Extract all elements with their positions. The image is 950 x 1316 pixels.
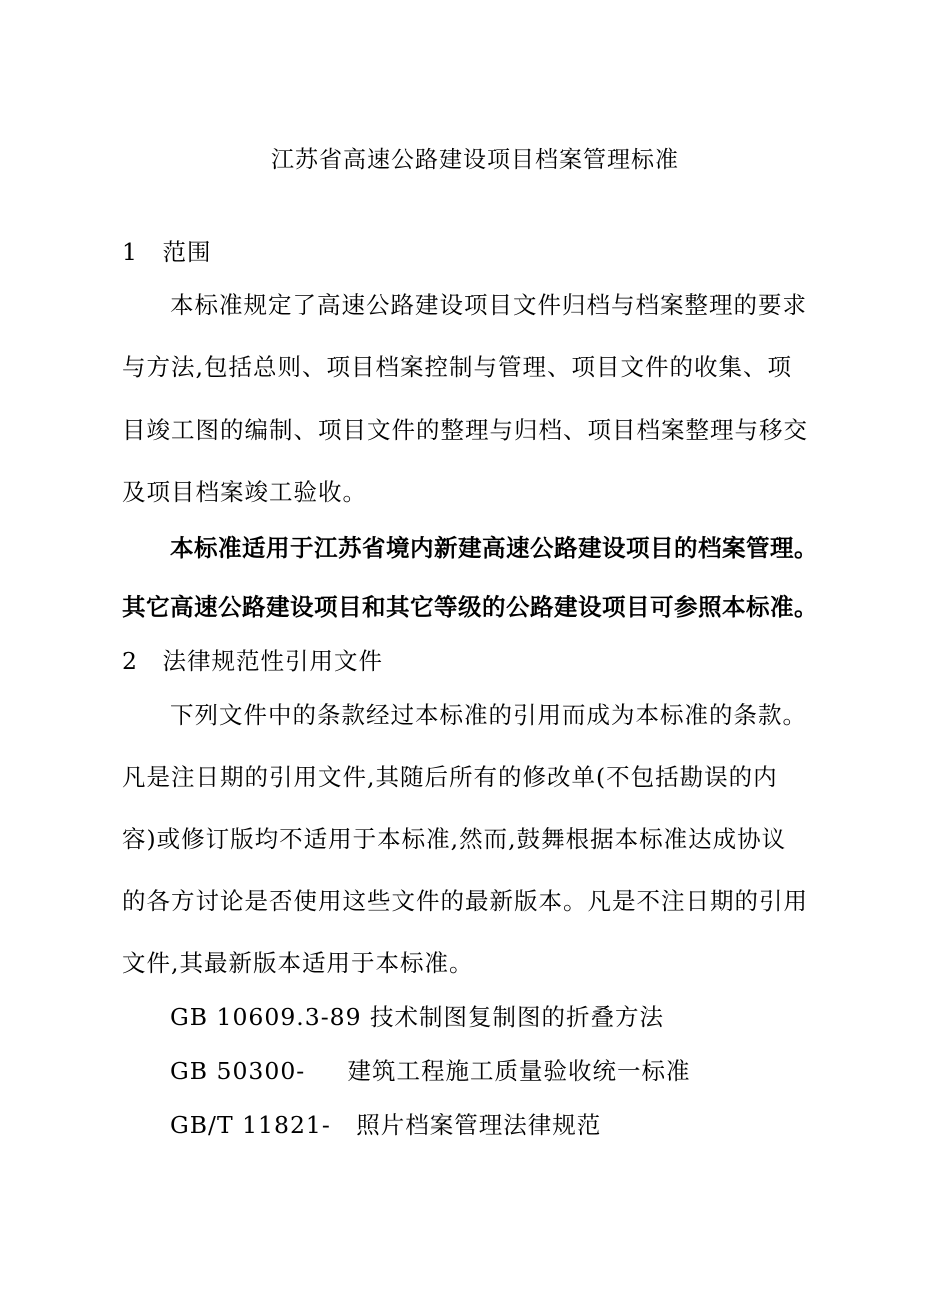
paragraph-line: 凡是注日期的引用文件,其随后所有的修改单(不包括勘误的内 (122, 763, 778, 791)
paragraph-line: 的各方讨论是否使用这些文件的最新版本。凡是不注日期的引用 (122, 887, 808, 915)
reference-item: GB 10609.3-89 技术制图复制图的折叠方法 (170, 1003, 665, 1031)
paragraph-line: 下列文件中的条款经过本标准的引用而成为本标准的条款。 (170, 701, 807, 729)
section-heading-normative-references: 2 法律规范性引用文件 (122, 647, 383, 675)
paragraph-line: 本标准规定了高速公路建设项目文件归档与档案整理的要求 (170, 291, 807, 319)
reference-item: GB 50300- 建筑工程施工质量验收统一标准 (170, 1057, 691, 1085)
paragraph-line: 文件,其最新版本适用于本标准。 (122, 949, 474, 977)
section-heading-scope: 1 范围 (122, 238, 212, 266)
reference-item: GB/T 11821- 照片档案管理法律规范 (170, 1111, 602, 1139)
paragraph-line: 容)或修订版均不适用于本标准,然而,鼓舞根据本标准达成协议 (122, 825, 787, 853)
paragraph-line: 与方法,包括总则、项目档案控制与管理、项目文件的收集、项 (122, 353, 792, 381)
paragraph-line: 目竣工图的编制、项目文件的整理与归档、项目档案整理与移交 (122, 416, 808, 444)
document-title: 江苏省高速公路建设项目档案管理标准 (271, 147, 679, 173)
bold-paragraph-line: 其它高速公路建设项目和其它等级的公路建设项目可参照本标准。 (122, 593, 818, 621)
paragraph-line: 及项目档案竣工验收。 (122, 478, 367, 506)
bold-paragraph-line: 本标准适用于江苏省境内新建高速公路建设项目的档案管理。 (170, 534, 818, 562)
